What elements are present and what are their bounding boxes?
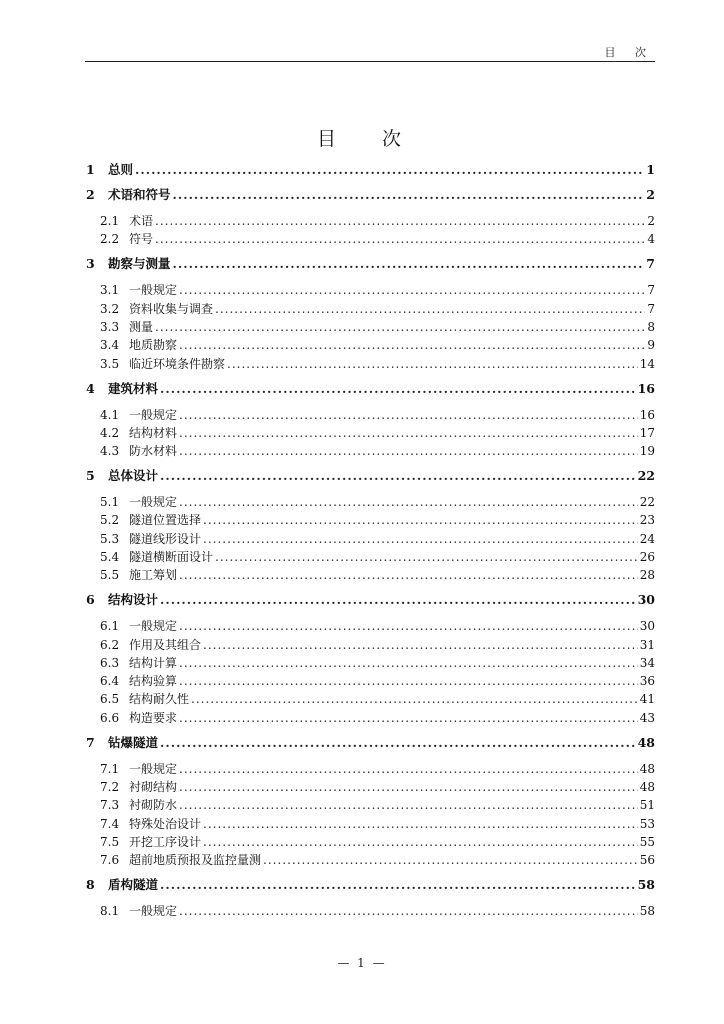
toc-dot-leader xyxy=(135,163,644,177)
toc-dot-leader xyxy=(179,798,638,812)
toc-dot-leader xyxy=(203,638,638,652)
toc-entry-title: 衬砌防水 xyxy=(129,798,178,812)
toc-entry-title: 符号 xyxy=(129,232,154,246)
toc-dot-leader xyxy=(160,593,636,607)
toc-chapter-entry[interactable] xyxy=(86,736,655,752)
toc-dot-leader xyxy=(173,188,645,202)
toc-section-entry[interactable] xyxy=(100,320,655,336)
toc-entry-title: 隧道横断面设计 xyxy=(129,550,214,564)
toc-entry-title: 临近环境条件勘察 xyxy=(129,357,226,371)
toc-entry-number: 5.2 xyxy=(100,513,120,527)
toc-entry-number: 8.1 xyxy=(100,904,120,918)
toc-entry-page: 14 xyxy=(639,357,655,371)
toc-entry-page: 31 xyxy=(639,638,655,652)
toc-entry-number: 7.5 xyxy=(100,835,120,849)
toc-dot-leader xyxy=(179,444,638,458)
toc-entry-page: 7 xyxy=(647,302,655,316)
toc-dot-leader xyxy=(160,382,636,396)
toc-entry-title: 地质勘察 xyxy=(129,338,178,352)
toc-entry-title: 隧道线形设计 xyxy=(129,532,202,546)
toc-dot-leader xyxy=(179,568,638,582)
toc-entry-title: 测量 xyxy=(129,320,154,334)
toc-entry-page: 48 xyxy=(637,735,655,750)
toc-dot-leader xyxy=(263,853,638,867)
toc-entry-title: 开挖工序设计 xyxy=(129,835,202,849)
toc-chapter-entry[interactable] xyxy=(86,163,655,179)
toc-dot-leader xyxy=(179,338,645,352)
toc-dot-leader xyxy=(179,711,638,725)
toc-entry-number: 6.2 xyxy=(100,638,120,652)
toc-dot-leader xyxy=(155,232,645,246)
toc-dot-leader xyxy=(179,780,638,794)
toc-section-entry[interactable] xyxy=(100,674,655,690)
toc-entry-number: 5.3 xyxy=(100,532,120,546)
toc-entry-number: 3.1 xyxy=(100,283,120,297)
toc-entry-title: 建筑材料 xyxy=(108,381,159,396)
toc-entry-number: 2.1 xyxy=(100,214,120,228)
toc-entry-number: 6.4 xyxy=(100,674,120,688)
toc-entry-number: 4.2 xyxy=(100,426,120,440)
toc-entry-page: 51 xyxy=(639,798,655,812)
toc-entry-page: 23 xyxy=(639,513,655,527)
toc-dot-leader xyxy=(179,674,638,688)
toc-section-entry[interactable] xyxy=(100,214,655,230)
toc-entry-title: 衬砌结构 xyxy=(129,780,178,794)
toc-dot-leader xyxy=(227,357,638,371)
toc-entry-number: 4 xyxy=(86,381,95,396)
toc-entry-number: 1 xyxy=(86,162,95,177)
toc-entry-title: 一般规定 xyxy=(129,408,178,422)
toc-dot-leader xyxy=(179,762,638,776)
toc-entry-page: 19 xyxy=(639,444,655,458)
toc-entry-title: 盾构隧道 xyxy=(108,877,159,892)
toc-chapter-entry[interactable] xyxy=(86,382,655,398)
toc-entry-page: 58 xyxy=(637,877,655,892)
toc-entry-title: 特殊处治设计 xyxy=(129,817,202,831)
toc-section-entry[interactable] xyxy=(100,835,655,851)
toc-dot-leader xyxy=(203,835,638,849)
toc-dot-leader xyxy=(179,426,638,440)
toc-dot-leader xyxy=(160,469,636,483)
toc-section-entry[interactable] xyxy=(100,798,655,814)
toc-entry-title: 一般规定 xyxy=(129,619,178,633)
toc-dot-leader xyxy=(179,619,638,633)
toc-entry-title: 一般规定 xyxy=(129,495,178,509)
toc-chapter-entry[interactable] xyxy=(86,593,655,609)
toc-entry-title: 钻爆隧道 xyxy=(108,735,159,750)
toc-entry-page: 16 xyxy=(637,381,655,396)
toc-dot-leader xyxy=(179,408,638,422)
toc-section-entry[interactable] xyxy=(100,495,655,511)
toc-entry-title: 结构验算 xyxy=(129,674,178,688)
toc-section-entry[interactable] xyxy=(100,513,655,529)
toc-entry-page: 48 xyxy=(639,780,655,794)
toc-dot-leader xyxy=(160,878,636,892)
toc-section-entry[interactable] xyxy=(100,619,655,635)
toc-entry-number: 2.2 xyxy=(100,232,120,246)
toc-entry-number: 3.2 xyxy=(100,302,120,316)
toc-entry-title: 作用及其组合 xyxy=(129,638,202,652)
toc-entry-title: 总体设计 xyxy=(108,468,159,483)
toc-entry-title: 超前地质预报及监控量测 xyxy=(129,853,262,867)
toc-entry-page: 26 xyxy=(639,550,655,564)
toc-entry-number: 4.3 xyxy=(100,444,120,458)
toc-entry-page: 41 xyxy=(639,692,655,706)
toc-entry-page: 58 xyxy=(639,904,655,918)
toc-entry-page: 17 xyxy=(639,426,655,440)
toc-entry-page: 55 xyxy=(639,835,655,849)
toc-entry-page: 4 xyxy=(647,232,655,246)
toc-entry-number: 2 xyxy=(86,187,95,202)
toc-section-entry[interactable] xyxy=(100,357,655,373)
toc-entry-title: 勘察与测量 xyxy=(108,256,171,271)
toc-dot-leader xyxy=(179,904,638,918)
toc-entry-title: 构造要求 xyxy=(129,711,178,725)
toc-entry-title: 资料收集与调查 xyxy=(129,302,214,316)
toc-dot-leader xyxy=(155,214,645,228)
toc-entry-title: 术语和符号 xyxy=(108,187,171,202)
toc-section-entry[interactable] xyxy=(100,550,655,566)
toc-entry-number: 6 xyxy=(86,592,95,607)
toc-section-entry[interactable] xyxy=(100,232,655,248)
toc-entry-number: 7.1 xyxy=(100,762,120,776)
toc-section-entry[interactable] xyxy=(100,426,655,442)
toc-section-entry[interactable] xyxy=(100,762,655,778)
toc-entry-number: 4.1 xyxy=(100,408,120,422)
toc-section-entry[interactable] xyxy=(100,444,655,460)
toc-entry-page: 30 xyxy=(637,592,655,607)
running-header: 目 次 xyxy=(604,46,654,59)
toc-entry-page: 34 xyxy=(639,656,655,670)
toc-entry-page: 9 xyxy=(647,338,655,352)
toc-dot-leader xyxy=(179,495,638,509)
toc-dot-leader xyxy=(160,736,636,750)
toc-entry-title: 结构耐久性 xyxy=(129,692,190,706)
toc-entry-number: 6.3 xyxy=(100,656,120,670)
toc-entry-number: 7 xyxy=(86,735,95,750)
toc-entry-page: 22 xyxy=(637,468,655,483)
toc-entry-title: 结构材料 xyxy=(129,426,178,440)
toc-dot-leader xyxy=(173,257,645,271)
toc-section-entry[interactable] xyxy=(100,638,655,654)
toc-entry-number: 7.3 xyxy=(100,798,120,812)
toc-section-entry[interactable] xyxy=(100,780,655,796)
toc-section-entry[interactable] xyxy=(100,302,655,318)
toc-entry-page: 22 xyxy=(639,495,655,509)
toc-title: 目 次 xyxy=(316,128,422,150)
toc-section-entry[interactable] xyxy=(100,408,655,424)
page-number: — 1 — xyxy=(337,956,387,970)
toc-entry-title: 施工筹划 xyxy=(129,568,178,582)
toc-entry-number: 5 xyxy=(86,468,95,483)
toc-entry-page: 2 xyxy=(646,187,655,202)
toc-entry-page: 53 xyxy=(639,817,655,831)
toc-entry-page: 43 xyxy=(639,711,655,725)
toc-entry-title: 术语 xyxy=(129,214,154,228)
toc-section-entry[interactable] xyxy=(100,904,655,920)
toc-dot-leader xyxy=(215,550,638,564)
toc-entry-page: 7 xyxy=(647,283,655,297)
toc-chapter-entry[interactable] xyxy=(86,257,655,273)
toc-entry-page: 30 xyxy=(639,619,655,633)
toc-section-entry[interactable] xyxy=(100,692,655,708)
toc-entry-title: 总则 xyxy=(108,162,134,177)
toc-entry-page: 1 xyxy=(646,162,655,177)
toc-entry-page: 2 xyxy=(647,214,655,228)
toc-chapter-entry[interactable] xyxy=(86,878,655,894)
toc-section-entry[interactable] xyxy=(100,283,655,299)
toc-section-entry[interactable] xyxy=(100,338,655,354)
toc-dot-leader xyxy=(215,302,645,316)
toc-entry-number: 6.1 xyxy=(100,619,120,633)
toc-entry-number: 3.4 xyxy=(100,338,120,352)
toc-entry-number: 7.6 xyxy=(100,853,120,867)
toc-entry-page: 56 xyxy=(639,853,655,867)
toc-entry-title: 结构设计 xyxy=(108,592,159,607)
toc-chapter-entry[interactable] xyxy=(86,188,655,204)
toc-dot-leader xyxy=(179,283,645,297)
toc-entry-number: 5.4 xyxy=(100,550,120,564)
toc-entry-page: 7 xyxy=(646,256,655,271)
toc-chapter-entry[interactable] xyxy=(86,469,655,485)
toc-entry-number: 5.1 xyxy=(100,495,120,509)
toc-dot-leader xyxy=(191,692,638,706)
toc-dot-leader xyxy=(155,320,645,334)
toc-section-entry[interactable] xyxy=(100,711,655,727)
toc-dot-leader xyxy=(203,817,638,831)
toc-section-entry[interactable] xyxy=(100,568,655,584)
toc-section-entry[interactable] xyxy=(100,532,655,548)
toc-entry-title: 防水材料 xyxy=(129,444,178,458)
toc-entry-title: 结构计算 xyxy=(129,656,178,670)
toc-dot-leader xyxy=(203,513,638,527)
toc-dot-leader xyxy=(203,532,638,546)
toc-section-entry[interactable] xyxy=(100,656,655,672)
toc-entry-number: 6.5 xyxy=(100,692,120,706)
toc-section-entry[interactable] xyxy=(100,817,655,833)
toc-entry-number: 8 xyxy=(86,877,95,892)
toc-entry-number: 3.3 xyxy=(100,320,120,334)
toc-section-entry[interactable] xyxy=(100,853,655,869)
toc-dot-leader xyxy=(179,656,638,670)
toc-entry-title: 一般规定 xyxy=(129,762,178,776)
toc-entry-number: 7.2 xyxy=(100,780,120,794)
toc-entry-title: 一般规定 xyxy=(129,904,178,918)
toc-entry-number: 3 xyxy=(86,256,95,271)
toc-entry-number: 7.4 xyxy=(100,817,120,831)
toc-entry-page: 16 xyxy=(639,408,655,422)
toc-entry-page: 48 xyxy=(639,762,655,776)
toc-entry-number: 3.5 xyxy=(100,357,120,371)
toc-entry-title: 隧道位置选择 xyxy=(129,513,202,527)
toc-entry-title: 一般规定 xyxy=(129,283,178,297)
toc-entry-page: 8 xyxy=(647,320,655,334)
toc-entry-page: 24 xyxy=(639,532,655,546)
toc-entry-number: 6.6 xyxy=(100,711,120,725)
toc-entry-page: 28 xyxy=(639,568,655,582)
toc-entry-page: 36 xyxy=(639,674,655,688)
toc-entry-number: 5.5 xyxy=(100,568,120,582)
